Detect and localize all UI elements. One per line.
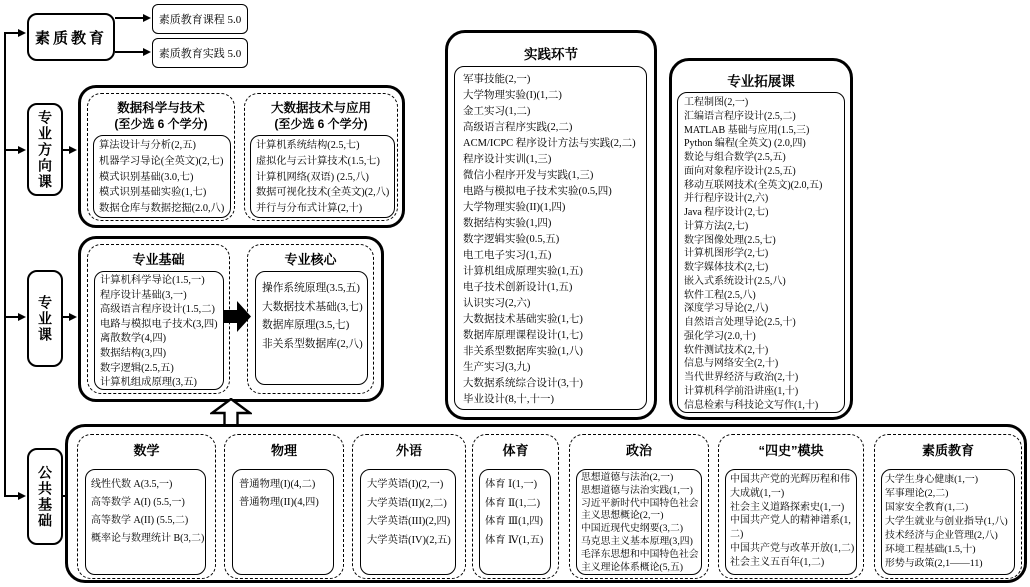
group-title: 体育 <box>502 443 529 458</box>
course-item: ACM/ICPC 程序设计方法与实践(2,二) <box>463 138 636 149</box>
course-item: 数字图像处理(2.5,七) <box>684 234 776 246</box>
course-item: 金工实习(1,二) <box>463 106 531 117</box>
practice-title: 实践环节 <box>524 47 578 62</box>
course-item: 工程制图(2,一) <box>684 97 749 108</box>
course-list <box>576 469 702 575</box>
course-list <box>250 135 395 218</box>
course-item: 大学生身心健康(1,一) <box>885 474 978 485</box>
course-item: 信息与网络安全(2,十) <box>684 358 779 370</box>
rail-label-public <box>27 448 63 545</box>
connector-line <box>4 495 19 497</box>
course-item: 软件测试技术(2,十) <box>684 344 769 356</box>
group-title: 专业基础 <box>132 252 185 267</box>
group-politics <box>569 434 709 579</box>
course-item: 程序设计基础(3,一) <box>100 289 187 301</box>
course-item: 数据库原理课程设计(1,七) <box>463 330 583 341</box>
course-item: 大学英语(II)(2,二) <box>367 497 447 509</box>
course-item: 非关系型数据库实验(1,八) <box>463 346 583 357</box>
course-item: 算法设计与分析(2,五) <box>99 140 196 151</box>
course-item: 数据结构实验(1,四) <box>463 218 552 229</box>
course-list <box>85 469 206 575</box>
group-suzhi-bottom <box>874 434 1022 579</box>
course-item: 虚拟化与云计算技术(1.5,七) <box>256 155 380 167</box>
course-item: 强化学习(2.0,十) <box>684 330 756 342</box>
course-list <box>93 135 231 218</box>
course-item: 汇编语言程序设计(2.5,二) <box>684 110 796 122</box>
course-item: 环境工程基础(1.5,十) <box>885 544 976 555</box>
course-item: 电子技术创新设计(1,五) <box>463 282 573 293</box>
course-item: 操作系统原理(3.5,五) <box>262 282 360 294</box>
arrow-right-icon <box>18 313 26 321</box>
public-basic-panel <box>65 424 1027 583</box>
course-item: 中国共产党与改革开放(1,二) <box>730 542 855 554</box>
rail-label-public-text: 公共基础 <box>37 464 53 529</box>
course-item: 非关系型数据库(2,八) <box>262 337 363 350</box>
course-item: 面向对象程序设计(2.5,五) <box>684 165 796 177</box>
course-item: 机器学习导论(全英文)(2,七) <box>99 155 224 167</box>
suzhi-course-box <box>152 4 248 34</box>
major-direction-panel <box>78 85 405 228</box>
course-item: 普通物理(II)(4,四) <box>239 497 319 508</box>
course-item: 高等数学 A(I) (5.5,一) <box>91 497 185 508</box>
course-item: 数据结构(3,四) <box>100 347 167 359</box>
block-arrow-right-icon <box>224 299 251 334</box>
course-list <box>255 271 368 385</box>
course-item: 习近平新时代中国特色社会主义思想概论(2,一) <box>581 497 699 522</box>
group-title: 物理 <box>270 443 297 458</box>
course-list <box>360 469 456 575</box>
course-item: 认识实习(2,六) <box>463 298 531 309</box>
course-item: 深度学习导论(2,八) <box>684 303 769 315</box>
arrow-right-icon <box>18 29 26 37</box>
group-bigdata-app <box>244 93 398 221</box>
trunk-line <box>4 33 6 497</box>
course-item: 军事理论(2,二) <box>885 488 949 499</box>
course-item: 计算机系统结构(2.5,七) <box>256 140 360 151</box>
course-item: 中国共产党人的精神谱系(1,二) <box>730 515 851 541</box>
course-item: 技术经济与企业管理(2,八) <box>885 530 998 541</box>
course-item: 体育 Ⅱ(1,二) <box>485 497 541 509</box>
course-item: 社会主义五百年(1,二) <box>730 556 825 568</box>
course-item: 嵌入式系统设计(2.5,八) <box>684 275 786 287</box>
course-item: 体育 Ⅲ(1,四) <box>485 516 543 527</box>
group-title: 政治 <box>625 443 652 458</box>
course-item: 并行与分布式计算(2,十) <box>256 203 363 215</box>
course-item: 大学英语(III)(2,四) <box>367 516 451 527</box>
rail-label-major-direction-text: 专业方向课 <box>37 109 53 190</box>
group-title: 数学 <box>133 443 160 458</box>
course-item: 离散数学(4,四) <box>100 333 167 345</box>
course-list <box>881 469 1015 575</box>
course-item: 计算机图形学(2,七) <box>684 248 769 260</box>
group-major-basic <box>87 244 230 394</box>
course-item: 并行程序设计(2,六) <box>684 193 769 205</box>
arrow-right-icon <box>69 313 77 321</box>
rail-label-suzhi-text: 素质教育 <box>34 29 107 47</box>
course-item: 毕业设计(8,十,十一) <box>463 394 554 405</box>
group-subtitle: (至少选 6 个学分) <box>114 117 208 131</box>
course-item: 计算机科学导论(1.5,一) <box>100 275 205 286</box>
course-list <box>94 271 224 390</box>
course-item: 电路与模拟电子技术实验(0.5,四) <box>463 186 612 197</box>
course-list <box>454 66 647 410</box>
course-item: 数字逻辑实验(0.5,五) <box>463 234 560 245</box>
course-list <box>479 469 551 575</box>
course-item: 生产实习(3,九) <box>463 362 531 373</box>
rail-label-major-direction <box>27 103 63 196</box>
course-item: 数字逻辑(2.5,五) <box>100 362 174 374</box>
group-title: 数据科学与技术 <box>117 101 205 115</box>
course-item: 大数据技术基础(3,七) <box>262 300 363 313</box>
course-item: 国家安全教育(1,二) <box>885 502 969 513</box>
connector-line <box>4 316 19 318</box>
course-item: 计算机组成原理(3,五) <box>100 377 197 389</box>
course-item: 毛泽东思想和中国特色社会主义理论体系概论(5,五) <box>581 548 699 573</box>
arrow-right-icon <box>18 146 26 154</box>
course-item: 数据仓库与数据挖掘(2.0,八) <box>99 203 225 215</box>
group-math <box>77 434 216 579</box>
arrow-right-icon <box>18 492 26 500</box>
course-item: 中国近现代史纲要(3,二) <box>581 523 684 535</box>
course-item: 程序设计实训(1,三) <box>463 154 552 165</box>
course-item: 软件工程(2.5,八) <box>684 289 756 301</box>
course-item: 移动互联网技术(全英文)(2.0,五) <box>684 179 823 191</box>
course-item: 普通物理(I)(4,二) <box>239 479 316 490</box>
course-item: 高级语言程序设计(1.5,二) <box>100 304 215 316</box>
connector-line <box>4 149 19 151</box>
course-item: Java 程序设计(2,七) <box>684 207 769 218</box>
course-item: 思想道德与法治实践(1,一) <box>581 484 693 496</box>
course-item: 大数据系统综合设计(3,十) <box>463 378 583 389</box>
arrow-right-icon <box>143 14 151 22</box>
arrow-right-icon <box>143 48 151 56</box>
extension-title: 专业拓展课 <box>727 74 795 89</box>
course-item: 社会主义道路探索史(1,一) <box>730 501 845 513</box>
extension-panel <box>669 58 853 420</box>
group-title: 外语 <box>395 443 422 458</box>
course-item: 当代世界经济与政治(2,十) <box>684 372 799 383</box>
group-data-science <box>87 93 235 221</box>
rail-label-major <box>27 270 63 367</box>
connector-line <box>115 17 143 19</box>
course-item: 自然语言处理导论(2.5,十) <box>684 317 796 328</box>
course-item: 大数据技术基础实验(1,七) <box>463 314 583 325</box>
course-list <box>677 92 845 413</box>
course-item: 数字媒体技术(2,七) <box>684 262 769 273</box>
course-item: 体育 Ⅰ(1,一) <box>485 479 538 490</box>
group-title: 专业核心 <box>284 252 337 267</box>
course-item: Python 编程(全英文) (2.0,四) <box>684 138 806 150</box>
course-item: MATLAB 基础与应用(1.5,三) <box>684 124 810 136</box>
course-item: 高级语言程序实践(2,二) <box>463 122 573 133</box>
course-item: 大学英语(IV)(2,五) <box>367 534 451 546</box>
course-item: 计算机组成原理实验(1,五) <box>463 266 583 277</box>
course-item: 大学物理实验(II)(1,四) <box>463 202 566 213</box>
suzhi-practice-text: 素质教育实践 5.0 <box>158 48 242 60</box>
course-item: 大学生就业与创业指导(1,八) <box>885 516 1008 527</box>
course-item: 军事技能(2,一) <box>463 74 531 85</box>
practice-panel <box>445 30 657 420</box>
group-pe <box>472 434 559 579</box>
connector-line <box>4 32 19 34</box>
course-item: 模式识别基础实验(1,七) <box>99 187 207 199</box>
course-item: 线性代数 A(3.5,一) <box>91 479 173 490</box>
course-list <box>232 469 334 575</box>
course-item: 数据可视化技术(全英文)(2,八) <box>256 187 390 199</box>
connector-line <box>115 51 143 53</box>
group-english <box>352 434 466 579</box>
group-sishi <box>718 434 864 579</box>
course-item: 计算机网络(双语) (2.5,八) <box>256 171 369 183</box>
course-item: 中国共产党的光辉历程和伟大成就(1,一) <box>730 474 850 499</box>
course-item: 电路与模拟电子技术(3,四) <box>100 318 218 330</box>
group-subtitle: (至少选 6 个学分) <box>274 117 368 131</box>
course-item: 体育 Ⅳ(1,五) <box>485 534 544 546</box>
suzhi-course-text: 素质教育课程 5.0 <box>158 14 242 26</box>
course-item: 计算机科学前沿讲座(1,十) <box>684 385 799 397</box>
course-list <box>725 469 857 575</box>
rail-label-major-text: 专业课 <box>37 294 53 343</box>
course-item: 概率论与数理统计 B(3,二) <box>91 533 205 544</box>
arrow-right-icon <box>69 146 77 154</box>
rail-label-suzhi <box>27 13 115 61</box>
course-item: 模式识别基础(3.0,七) <box>99 171 194 183</box>
course-item: 大学英语(I)(2,一) <box>367 479 444 490</box>
suzhi-practice-box <box>152 38 248 68</box>
course-item: 数论与组合数学(2.5,五) <box>684 152 786 163</box>
course-item: 高等数学 A(II) (5.5,二) <box>91 515 189 526</box>
group-title: 素质教育 <box>921 443 974 458</box>
course-item: 大学物理实验(I)(1,二) <box>463 90 562 101</box>
course-item: 计算方法(2,七) <box>684 220 749 232</box>
course-item: 微信小程序开发与实践(1,三) <box>463 170 594 181</box>
course-item: 数据库原理(3.5,七) <box>262 319 350 331</box>
course-item: 思想道德与法治(2,一) <box>581 472 674 483</box>
course-item: 形势与政策(2,1——11) <box>885 558 983 569</box>
course-item: 马克思主义基本原理(3,四) <box>581 535 693 547</box>
group-major-core <box>247 244 374 394</box>
group-physics <box>224 434 344 579</box>
group-title: “四史”模块 <box>758 443 824 458</box>
course-item: 电工电子实习(1,五) <box>463 250 552 261</box>
group-title: 大数据技术与应用 <box>270 101 371 115</box>
course-item: 信息检索与科技论文写作(1,十) <box>684 399 819 411</box>
